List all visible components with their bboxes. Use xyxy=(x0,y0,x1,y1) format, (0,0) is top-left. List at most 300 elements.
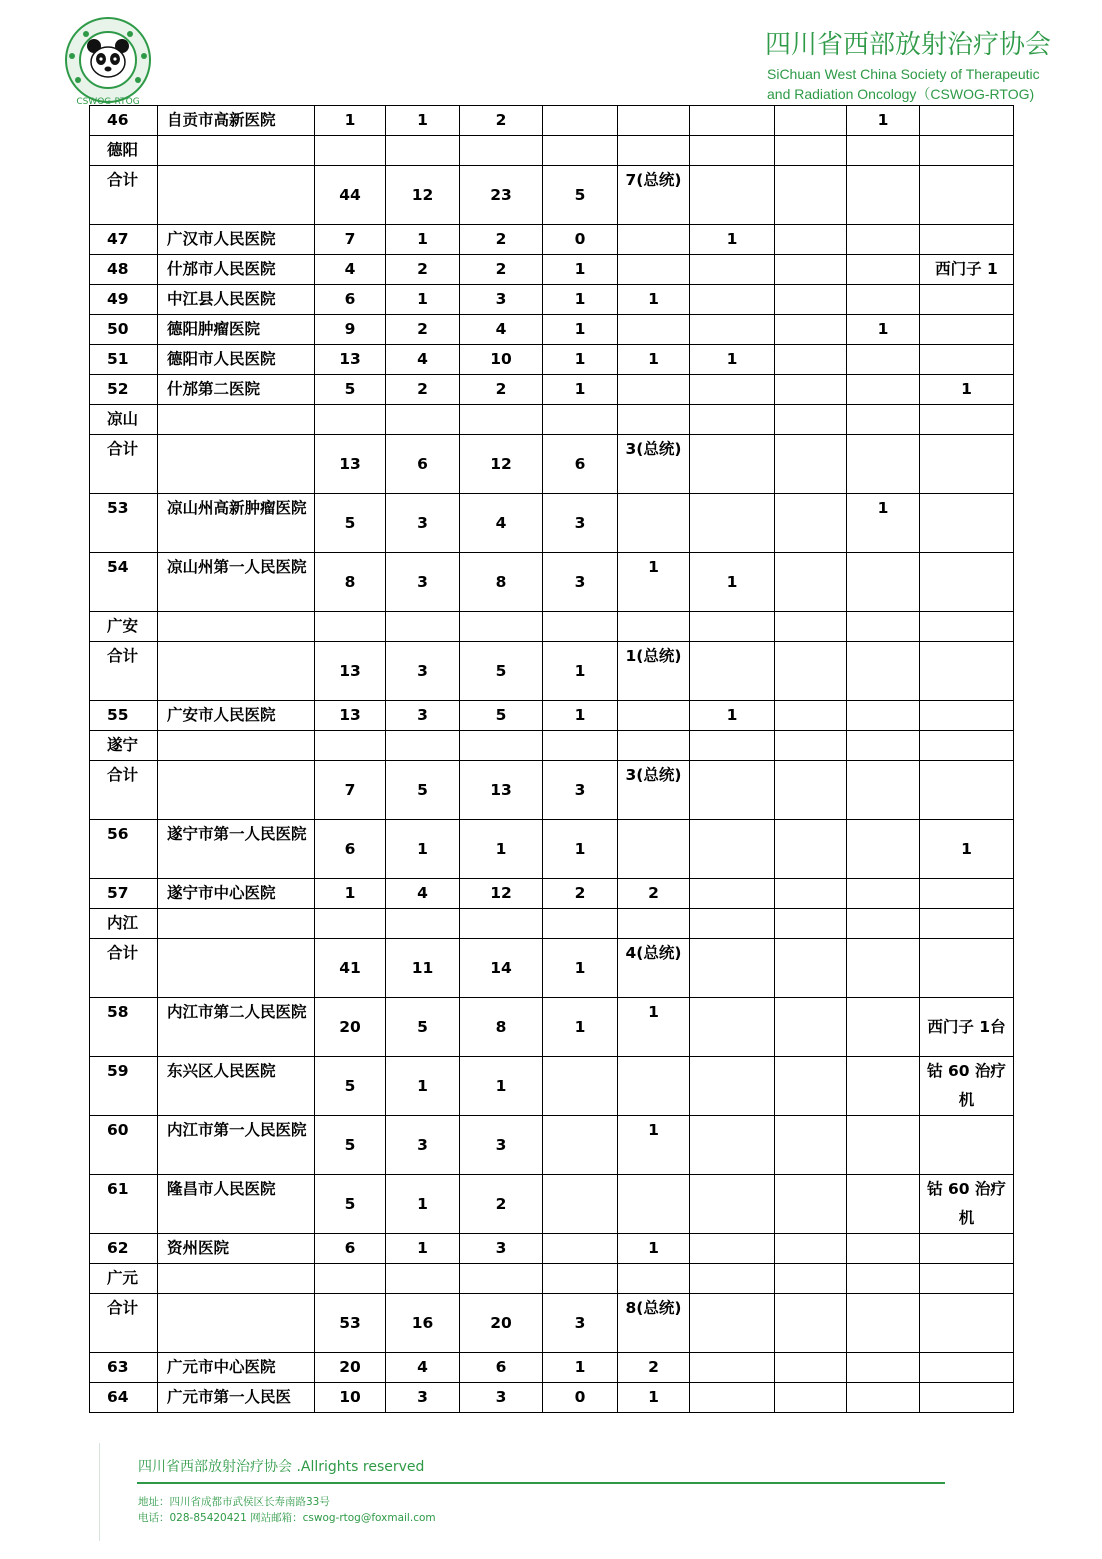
hospital-name: 自贡市高新医院 xyxy=(158,106,315,136)
table-cell: 1 xyxy=(618,1116,690,1175)
hospital-name: 东兴区人民医院 xyxy=(158,1057,315,1116)
hospital-name: 广元市第一人民医 xyxy=(158,1383,315,1413)
table-row xyxy=(90,315,1014,345)
table-cell: 1 xyxy=(543,255,618,285)
hospital-name xyxy=(158,761,315,820)
table-cell xyxy=(920,1264,1014,1294)
table-cell: 8 xyxy=(460,553,543,612)
table-cell xyxy=(543,405,618,435)
table-cell: 8(总统) xyxy=(618,1294,690,1353)
table-cell xyxy=(775,435,847,494)
table-cell xyxy=(847,1175,920,1234)
table-cell: 5 xyxy=(315,375,386,405)
row-number: 60 xyxy=(90,1116,158,1175)
table-cell xyxy=(690,1234,775,1264)
table-cell: 2 xyxy=(460,375,543,405)
table-cell xyxy=(775,285,847,315)
table-cell xyxy=(690,285,775,315)
table-row xyxy=(90,879,1014,909)
table-cell xyxy=(775,1234,847,1264)
table-cell: 2 xyxy=(460,255,543,285)
table-cell: 1 xyxy=(690,345,775,375)
table-cell: 2 xyxy=(543,879,618,909)
table-cell xyxy=(847,345,920,375)
table-cell: 1 xyxy=(543,701,618,731)
table-row xyxy=(90,494,1014,553)
table-cell: 3 xyxy=(460,1234,543,1264)
table-cell xyxy=(690,1116,775,1175)
table-cell: 6 xyxy=(315,1234,386,1264)
table-cell: 41 xyxy=(315,939,386,998)
table-cell xyxy=(618,1264,690,1294)
hospital-name xyxy=(158,909,315,939)
table-cell xyxy=(690,166,775,225)
table-cell: 1 xyxy=(847,106,920,136)
table-cell xyxy=(460,731,543,761)
table-cell: 13 xyxy=(315,435,386,494)
table-cell xyxy=(460,909,543,939)
table-cell xyxy=(920,136,1014,166)
table-cell: 6 xyxy=(315,285,386,315)
table-cell: 5 xyxy=(386,761,460,820)
region-name: 广安 xyxy=(90,612,158,642)
table-cell: 1 xyxy=(920,375,1014,405)
table-cell: 3(总统) xyxy=(618,435,690,494)
table-cell: 53 xyxy=(315,1294,386,1353)
table-cell xyxy=(775,106,847,136)
row-number: 49 xyxy=(90,285,158,315)
subtotal-label: 合计 xyxy=(90,642,158,701)
table-row xyxy=(90,345,1014,375)
table-cell xyxy=(775,315,847,345)
table-cell: 13 xyxy=(315,701,386,731)
table-cell xyxy=(315,136,386,166)
table-cell xyxy=(690,435,775,494)
footer-contact xyxy=(138,1494,436,1526)
table-cell xyxy=(775,1057,847,1116)
table-cell: 4 xyxy=(386,1353,460,1383)
table-cell xyxy=(690,136,775,166)
table-cell: 1 xyxy=(847,494,920,553)
table-cell xyxy=(920,285,1014,315)
table-cell: 10 xyxy=(460,345,543,375)
table-cell xyxy=(847,642,920,701)
table-row xyxy=(90,1175,1014,1234)
table-cell: 3 xyxy=(386,1383,460,1413)
table-cell: 44 xyxy=(315,166,386,225)
table-cell: 0 xyxy=(543,1383,618,1413)
table-cell xyxy=(775,494,847,553)
table-cell xyxy=(315,612,386,642)
hospital-name xyxy=(158,612,315,642)
table-cell: 2 xyxy=(386,315,460,345)
table-cell: 23 xyxy=(460,166,543,225)
table-cell: 1 xyxy=(543,315,618,345)
table-cell xyxy=(920,435,1014,494)
hospital-name: 内江市第二人民医院 xyxy=(158,998,315,1057)
table-row xyxy=(90,255,1014,285)
table-cell xyxy=(690,761,775,820)
table-cell: 6 xyxy=(460,1353,543,1383)
table-cell: 8 xyxy=(315,553,386,612)
table-cell xyxy=(920,106,1014,136)
table-cell: 20 xyxy=(315,1353,386,1383)
table-cell xyxy=(775,612,847,642)
subtotal-label: 合计 xyxy=(90,939,158,998)
table-cell xyxy=(920,405,1014,435)
table-cell: 2 xyxy=(618,879,690,909)
table-cell: 3 xyxy=(543,761,618,820)
table-cell: 9 xyxy=(315,315,386,345)
table-cell xyxy=(690,1264,775,1294)
table-cell xyxy=(775,405,847,435)
table-cell xyxy=(543,106,618,136)
table-cell xyxy=(847,820,920,879)
hospital-name xyxy=(158,1264,315,1294)
region-row xyxy=(90,612,1014,642)
table-cell xyxy=(386,612,460,642)
table-cell: 3 xyxy=(386,1116,460,1175)
table-cell: 1 xyxy=(460,1057,543,1116)
org-name-en-line2: and Radiation Oncology（CSWOG-RTOG) xyxy=(767,86,1035,102)
table-cell xyxy=(618,1057,690,1116)
hospital-name xyxy=(158,731,315,761)
table-row xyxy=(90,1383,1014,1413)
hospital-name: 凉山州高新肿瘤医院 xyxy=(158,494,315,553)
row-number: 55 xyxy=(90,701,158,731)
table-cell: 1 xyxy=(690,553,775,612)
table-cell xyxy=(775,761,847,820)
table-cell xyxy=(690,879,775,909)
footer-divider-vertical xyxy=(99,1443,100,1541)
table-cell: 5 xyxy=(460,701,543,731)
table-cell xyxy=(847,1353,920,1383)
hospital-name xyxy=(158,939,315,998)
table-cell xyxy=(543,612,618,642)
table-cell: 1 xyxy=(386,1234,460,1264)
region-name: 内江 xyxy=(90,909,158,939)
table-cell: 1 xyxy=(543,375,618,405)
table-cell: 3 xyxy=(386,642,460,701)
table-cell xyxy=(690,998,775,1057)
table-cell xyxy=(847,909,920,939)
table-cell: 1 xyxy=(618,345,690,375)
footer-phone-email: 电话：028-85420421 网站邮箱：cswog-rtog@foxmail.com xyxy=(138,1512,436,1524)
table-cell xyxy=(690,1294,775,1353)
table-cell: 1 xyxy=(618,998,690,1057)
table-cell xyxy=(920,166,1014,225)
table-cell xyxy=(460,1264,543,1294)
region-name: 遂宁 xyxy=(90,731,158,761)
table-cell xyxy=(618,1175,690,1234)
table-cell xyxy=(690,375,775,405)
table-cell: 1(总统) xyxy=(618,642,690,701)
row-number: 57 xyxy=(90,879,158,909)
table-cell: 4 xyxy=(460,494,543,553)
subtotal-label: 合计 xyxy=(90,166,158,225)
table-cell: 1 xyxy=(543,820,618,879)
table-cell xyxy=(618,255,690,285)
table-cell xyxy=(920,642,1014,701)
table-cell xyxy=(920,315,1014,345)
table-cell xyxy=(847,136,920,166)
table-cell xyxy=(618,405,690,435)
table-cell: 5 xyxy=(315,1116,386,1175)
table-cell xyxy=(847,701,920,731)
table-cell xyxy=(847,998,920,1057)
table-cell: 1 xyxy=(618,553,690,612)
table-cell xyxy=(775,345,847,375)
table-row xyxy=(90,701,1014,731)
table-cell xyxy=(775,166,847,225)
table-cell xyxy=(775,255,847,285)
region-row xyxy=(90,731,1014,761)
hospital-name: 广元市中心医院 xyxy=(158,1353,315,1383)
row-number: 64 xyxy=(90,1383,158,1413)
hospital-name: 德阳肿瘤医院 xyxy=(158,315,315,345)
table-cell xyxy=(690,1175,775,1234)
region-row xyxy=(90,136,1014,166)
table-cell xyxy=(847,761,920,820)
table-cell xyxy=(386,731,460,761)
row-number: 51 xyxy=(90,345,158,375)
table-cell: 4 xyxy=(386,879,460,909)
table-cell: 1 xyxy=(460,820,543,879)
table-cell xyxy=(315,909,386,939)
table-cell xyxy=(920,1294,1014,1353)
org-name-en xyxy=(767,64,1040,104)
table-row xyxy=(90,285,1014,315)
table-cell: 1 xyxy=(315,879,386,909)
table-cell xyxy=(775,1383,847,1413)
table-cell: 1 xyxy=(386,1175,460,1234)
table-cell xyxy=(618,701,690,731)
org-name-cn: 四川省西部放射治疗协会 xyxy=(765,30,1052,60)
table-row xyxy=(90,553,1014,612)
table-cell: 14 xyxy=(460,939,543,998)
table-cell: 1 xyxy=(315,106,386,136)
table-cell xyxy=(847,879,920,909)
table-cell: 2 xyxy=(618,1353,690,1383)
table-cell xyxy=(775,1353,847,1383)
table-cell: 1 xyxy=(618,1383,690,1413)
footer-title: 四川省西部放射治疗协会 .Allrights reserved xyxy=(138,1459,425,1475)
table-cell: 1 xyxy=(386,1057,460,1116)
hospital-name: 德阳市人民医院 xyxy=(158,345,315,375)
table-cell xyxy=(690,1383,775,1413)
subtotal-row xyxy=(90,1294,1014,1353)
hospital-name xyxy=(158,405,315,435)
subtotal-row xyxy=(90,761,1014,820)
table-row xyxy=(90,106,1014,136)
table-cell xyxy=(690,1057,775,1116)
table-cell xyxy=(847,285,920,315)
table-cell: 3 xyxy=(543,1294,618,1353)
table-cell xyxy=(775,879,847,909)
table-cell xyxy=(847,731,920,761)
table-cell: 6 xyxy=(315,820,386,879)
hospital-name: 隆昌市人民医院 xyxy=(158,1175,315,1234)
hospital-name: 广汉市人民医院 xyxy=(158,225,315,255)
logo-bottom-text: CSWOG-RTOG xyxy=(76,97,140,107)
table-cell xyxy=(690,820,775,879)
table-cell: 1 xyxy=(543,939,618,998)
table-cell: 2 xyxy=(386,255,460,285)
table-cell xyxy=(543,1175,618,1234)
org-name-en-line1: SiChuan West China Society of Therapeutic xyxy=(767,66,1040,82)
table-cell: 12 xyxy=(460,435,543,494)
table-cell: 13 xyxy=(315,642,386,701)
region-name: 德阳 xyxy=(90,136,158,166)
table-cell xyxy=(543,1116,618,1175)
subtotal-row xyxy=(90,939,1014,998)
row-number: 54 xyxy=(90,553,158,612)
row-number: 61 xyxy=(90,1175,158,1234)
table-cell: 3(总统) xyxy=(618,761,690,820)
subtotal-row xyxy=(90,642,1014,701)
table-cell xyxy=(920,701,1014,731)
table-cell xyxy=(847,435,920,494)
table-row xyxy=(90,1057,1014,1116)
table-cell: 20 xyxy=(460,1294,543,1353)
table-cell: 4 xyxy=(386,345,460,375)
table-cell xyxy=(386,136,460,166)
region-row xyxy=(90,405,1014,435)
table-cell: 3 xyxy=(386,553,460,612)
table-cell xyxy=(618,731,690,761)
table-cell: 1 xyxy=(386,285,460,315)
table-cell: 3 xyxy=(460,1383,543,1413)
table-cell xyxy=(690,315,775,345)
table-cell xyxy=(386,909,460,939)
hospital-name: 什邡第二医院 xyxy=(158,375,315,405)
table-cell xyxy=(920,225,1014,255)
table-cell xyxy=(847,405,920,435)
table-cell: 1 xyxy=(386,225,460,255)
table-cell xyxy=(847,1234,920,1264)
subtotal-label: 合计 xyxy=(90,761,158,820)
table-cell xyxy=(690,494,775,553)
table-cell xyxy=(618,315,690,345)
table-cell: 3 xyxy=(386,494,460,553)
table-cell xyxy=(386,1264,460,1294)
table-cell: 4 xyxy=(460,315,543,345)
table-cell: 1 xyxy=(543,345,618,375)
hospital-name xyxy=(158,166,315,225)
table-cell xyxy=(920,879,1014,909)
table-cell xyxy=(847,1116,920,1175)
table-cell: 20 xyxy=(315,998,386,1057)
table-cell xyxy=(920,1234,1014,1264)
table-cell xyxy=(460,405,543,435)
table-cell xyxy=(618,225,690,255)
table-cell xyxy=(315,405,386,435)
table-cell xyxy=(690,106,775,136)
table-cell xyxy=(775,375,847,405)
table-cell xyxy=(920,345,1014,375)
table-cell xyxy=(775,701,847,731)
table-row xyxy=(90,1234,1014,1264)
table-cell: 5 xyxy=(460,642,543,701)
table-cell: 2 xyxy=(460,106,543,136)
region-row xyxy=(90,1264,1014,1294)
table-cell: 1 xyxy=(618,1234,690,1264)
table-cell: 4 xyxy=(315,255,386,285)
row-number: 59 xyxy=(90,1057,158,1116)
hospital-name: 遂宁市第一人民医院 xyxy=(158,820,315,879)
table-row xyxy=(90,1353,1014,1383)
table-cell xyxy=(920,939,1014,998)
table-cell xyxy=(618,612,690,642)
table-cell xyxy=(847,1383,920,1413)
table-cell xyxy=(543,136,618,166)
table-cell: 西门子 1台 xyxy=(920,998,1014,1057)
table-cell xyxy=(618,136,690,166)
table-cell xyxy=(920,1383,1014,1413)
table-cell xyxy=(618,375,690,405)
table-cell xyxy=(690,1353,775,1383)
row-number: 62 xyxy=(90,1234,158,1264)
region-name: 凉山 xyxy=(90,405,158,435)
table-cell xyxy=(847,166,920,225)
table-cell: 钴 60 治疗机 xyxy=(920,1175,1014,1234)
region-row xyxy=(90,909,1014,939)
table-cell xyxy=(690,405,775,435)
table-cell xyxy=(618,909,690,939)
table-cell: 2 xyxy=(386,375,460,405)
table-cell: 1 xyxy=(543,285,618,315)
table-cell xyxy=(315,731,386,761)
table-cell xyxy=(775,1175,847,1234)
table-cell xyxy=(847,1264,920,1294)
hospital-name: 资州医院 xyxy=(158,1234,315,1264)
table-cell: 11 xyxy=(386,939,460,998)
table-cell xyxy=(920,1353,1014,1383)
hospital-name: 凉山州第一人民医院 xyxy=(158,553,315,612)
table-cell: 2 xyxy=(460,225,543,255)
table-cell: 3 xyxy=(543,494,618,553)
row-number: 52 xyxy=(90,375,158,405)
table-cell xyxy=(920,909,1014,939)
table-cell xyxy=(847,1294,920,1353)
hospital-name: 中江县人民医院 xyxy=(158,285,315,315)
table-cell xyxy=(543,1264,618,1294)
table-cell: 1 xyxy=(543,642,618,701)
table-row xyxy=(90,820,1014,879)
subtotal-label: 合计 xyxy=(90,1294,158,1353)
table-cell: 3 xyxy=(543,553,618,612)
table-cell: 8 xyxy=(460,998,543,1057)
table-cell xyxy=(775,731,847,761)
table-cell xyxy=(690,731,775,761)
footer-divider xyxy=(137,1482,945,1484)
table-cell xyxy=(920,494,1014,553)
table-cell: 5 xyxy=(315,1057,386,1116)
table-cell: 12 xyxy=(386,166,460,225)
table-cell: 16 xyxy=(386,1294,460,1353)
table-cell: 5 xyxy=(315,494,386,553)
hospital-name: 内江市第一人民医院 xyxy=(158,1116,315,1175)
table-cell xyxy=(690,255,775,285)
table-cell xyxy=(543,1234,618,1264)
table-cell xyxy=(690,642,775,701)
table-cell: 1 xyxy=(386,106,460,136)
table-row xyxy=(90,1116,1014,1175)
table-cell: 13 xyxy=(315,345,386,375)
hospital-name xyxy=(158,642,315,701)
row-number: 63 xyxy=(90,1353,158,1383)
subtotal-row xyxy=(90,166,1014,225)
